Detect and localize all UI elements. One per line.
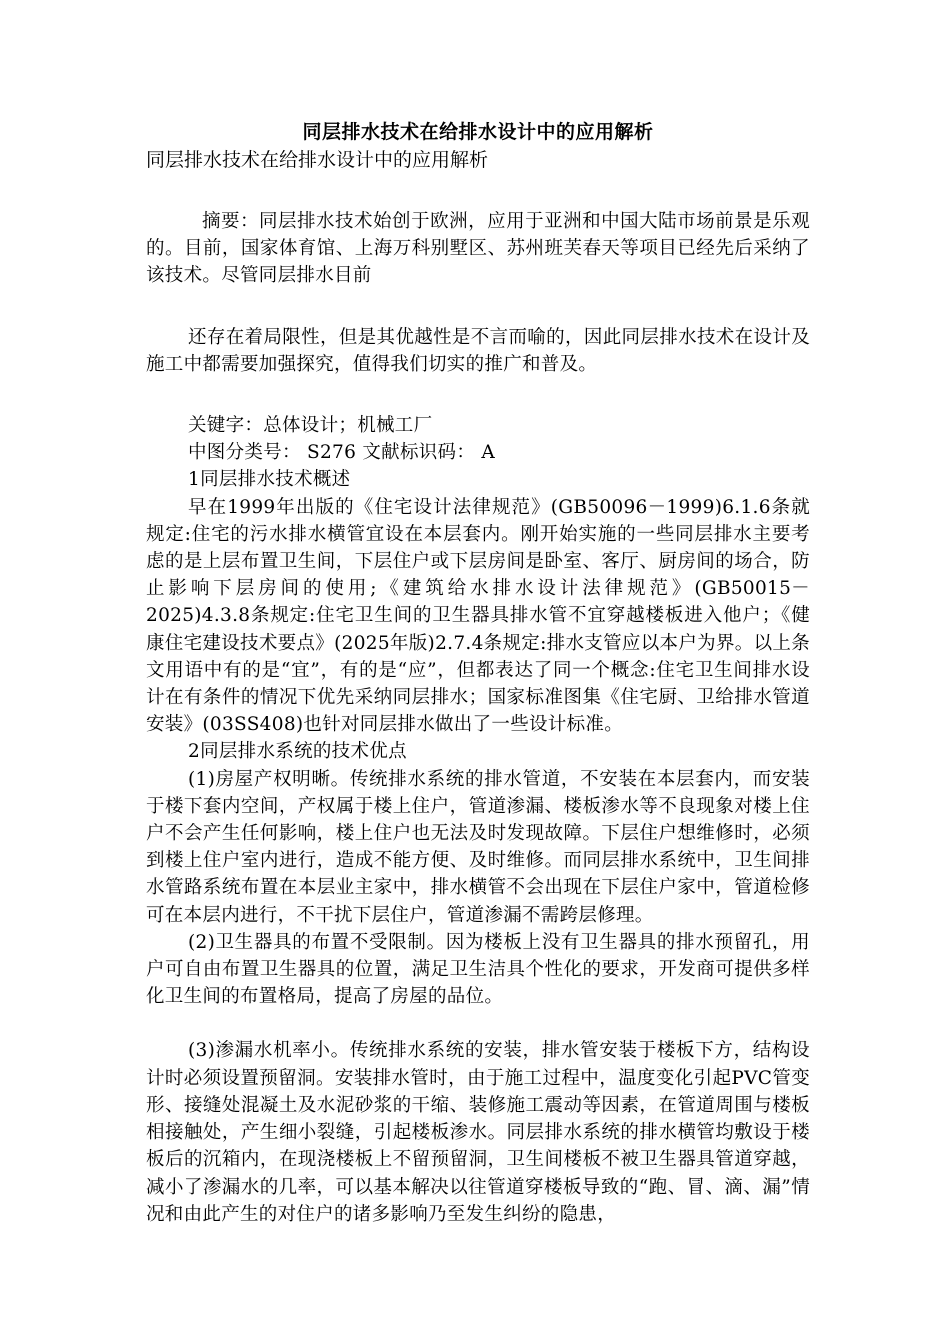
- document-page: [146, 118, 810, 1228]
- point-2-paragraph: (2)卫生器具的布置不受限制。因为楼板上没有卫生器具的排水预留孔，用户可自由布置卫生器具的位置，满足卫生洁具个性化的要求，开发商可提供多样化卫生间的布置格局，提高了房屋的品位。: [146, 931, 810, 1008]
- abstract-paragraph-1: 摘要：同层排水技术始创于欧洲，应用于亚洲和中国大陆市场前景是乐观的。目前，国家体育馆、上海万科别墅区、苏州班芙春天等项目已经先后采纳了该技术。尽管同层排水目前: [146, 211, 810, 287]
- document-title: 同层排水技术在给排水设计中的应用解析: [302, 121, 654, 143]
- document-subtitle: 同层排水技术在给排水设计中的应用解析: [146, 149, 489, 171]
- point-1-paragraph: (1)房屋产权明晰。传统排水系统的排水管道，不安装在本层套内，而安装于楼下套内空间，产权属于楼上住户，管道渗漏、楼板渗水等不良现象对楼上住户不会产生任何影响，楼上住户也无法及时发现故障。下层住户想维修时，必须到楼上住户室内进行，造成不能方便、及时维修。而同层排水系统中，卫生间排水管路系统布置在本层业主家中，排水横管不会出现在下层住户家中，管道检修可在本层内进行，不干扰下层住户，管道渗漏不需跨层修理。: [146, 768, 810, 926]
- section-1-heading: 1同层排水技术概述: [188, 469, 351, 491]
- classification-line: 中图分类号： S276 文献标识码： A: [188, 442, 495, 464]
- section-1-body: 早在1999年出版的《住宅设计法律规范》(GB50096－1999)6.1.6条就规定:住宅的污水排水横管宜设在本层套内。刚开始实施的一些同层排水主要考虑的是上层布置卫生间，下层住户或下层房间是卧室、客厅、厨房间的场合，防止影响下层房间的使用;《建筑给水排水设计法律规范》(GB50015－2025)4.3.8条规定:住宅卫生间的卫生器具排水管不宜穿越楼板进入他户；《健康住宅建设技术要点》(2025年版)2.7.4条规定:排水支管应以本户为界。以上条文用语中有的是“宜”，有的是“应”，但都表达了同一个概念:住宅卫生间排水设计在有条件的情况下优先采纳同层排水；国家标准图集《住宅厨、卫给排水管道安装》(03SS408)也针对同层排水做出了一些设计标准。: [146, 496, 810, 736]
- keywords-line: 关键字：总体设计；机械工厂: [188, 415, 433, 437]
- abstract-paragraph-2: 还存在着局限性，但是其优越性是不言而喻的，因此同层排水技术在设计及施工中都需要加强探究，值得我们切实的推广和普及。: [146, 326, 810, 375]
- point-3-paragraph: (3)渗漏水机率小。传统排水系统的安装，排水管安装于楼板下方，结构设计时必须设置预留洞。安装排水管时，由于施工过程中，温度变化引起PVC管变形、接缝处混凝土及水泥砂浆的干缩、装修施工震动等因素，在管道周围与楼板相接触处，产生细小裂缝，引起楼板渗水。同层排水系统的排水横管均敷设于楼板后的沉箱内，在现浇楼板上不留预留洞，卫生间楼板不被卫生器具管道穿越，减小了渗漏水的几率，可以基本解决以往管道穿楼板导致的“跑、冒、滴、漏”情况和由此产生的对住户的诸多影响乃至发生纠纷的隐患，: [146, 1040, 810, 1225]
- section-2-heading: 2同层排水系统的技术优点: [188, 741, 407, 763]
